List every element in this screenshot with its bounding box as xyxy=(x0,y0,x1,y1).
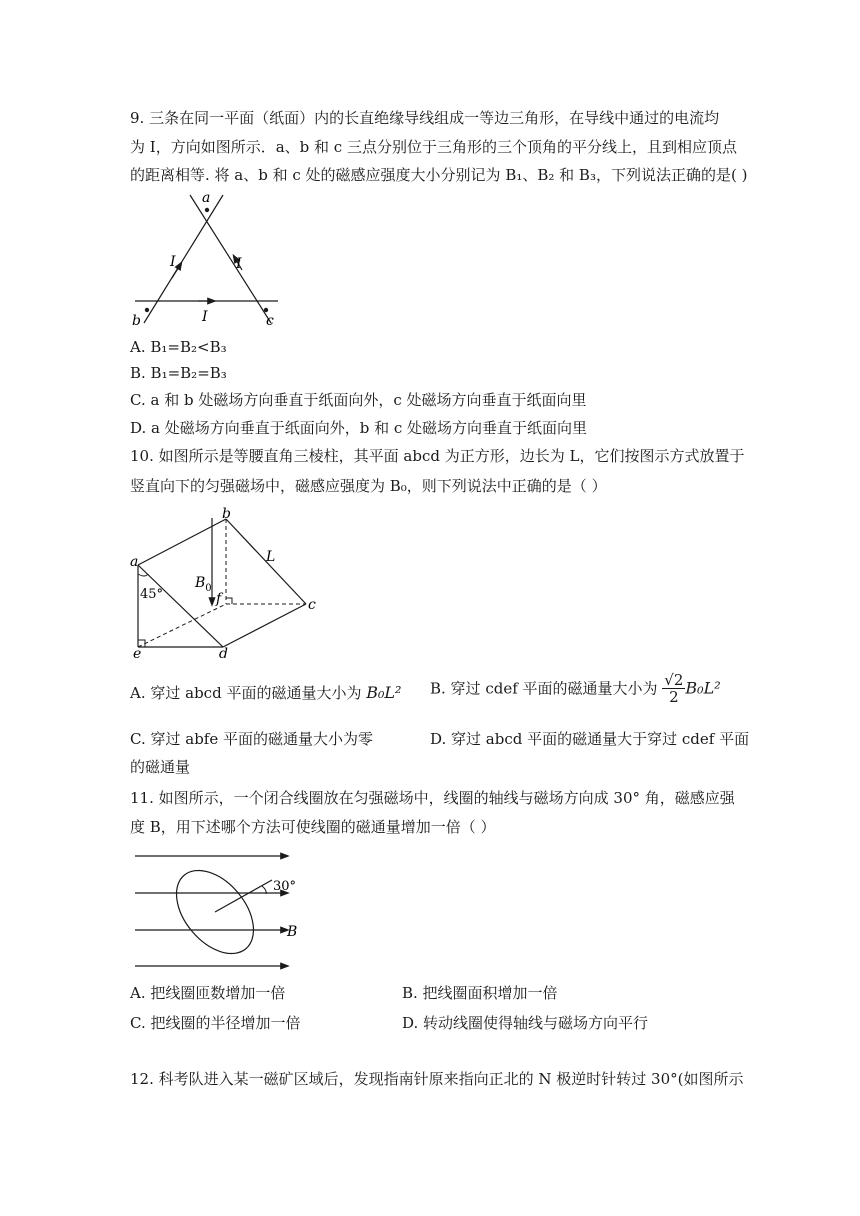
q10-label-f: f xyxy=(216,591,222,607)
q10-option-a xyxy=(130,683,401,703)
q10-option-b xyxy=(430,672,721,705)
q11-stem-line-2: 度 B，用下述哪个方法可使线圈的磁通量增加一倍（ ） xyxy=(130,818,496,836)
q11-option-d: D. 转动线圈使得轴线与磁场方向平行 xyxy=(402,1014,649,1032)
q10-label-l: L xyxy=(266,549,276,565)
q9-triangle-figure xyxy=(128,188,288,328)
q9-stem-line-2: 为 I，方向如图所示．a、b 和 c 三点分别位于三角形的三个顶角的平分线上，且到相应顶点 xyxy=(130,138,737,156)
q11-stem-line-1: 11. 如图所示，一个闭合线圈放在匀强磁场中，线圈的轴线与磁场方向成 30° 角，磁感应强 xyxy=(130,789,735,807)
q9-option-d: D. a 处磁场方向垂直于纸面向外，b 和 c 处磁场方向垂直于纸面向里 xyxy=(130,419,588,437)
q9-stem-line-1: 9. 三条在同一平面（纸面）内的长直绝缘导线组成一等边三角形，在导线中通过的电流均 xyxy=(130,109,720,127)
q10-prism-figure xyxy=(128,506,328,662)
q10-label-e: e xyxy=(133,646,142,662)
q9-option-b: B. B₁=B₂=B₃ xyxy=(130,364,227,382)
q9-label-b: b xyxy=(132,313,141,329)
q10-option-b-fraction-num: √2 xyxy=(664,671,684,689)
q12-stem-line-1: 12. 科考队进入某一磁矿区域后，发现指南针原来指向正北的 N 极逆时针转过 30°(如图所示 xyxy=(130,1070,744,1088)
q9-label-c: c xyxy=(266,313,274,329)
q10-option-b-fraction xyxy=(662,672,685,705)
q10-option-d-continued: 的磁通量 xyxy=(130,758,191,776)
q9-label-i-left: I xyxy=(170,254,176,270)
q10-option-b-fraction-den: 2 xyxy=(669,688,679,706)
q10-option-a-text: A. 穿过 abcd 平面的磁通量大小为 xyxy=(130,684,367,702)
q10-label-c: c xyxy=(308,597,316,613)
q9-stem-line-3: 的距离相等. 将 a、b 和 c 处的磁感应强度大小分别记为 B₁、B₂ 和 B₃，下列说法正确的是( ) xyxy=(130,166,748,184)
q10-label-angle: 45° xyxy=(140,587,164,602)
q11-label-angle: 30° xyxy=(273,879,297,894)
q10-label-b: b xyxy=(222,506,231,522)
q9-label-a: a xyxy=(202,190,211,206)
q11-option-c: C. 把线圈的半径增加一倍 xyxy=(130,1014,301,1032)
q10-option-b-formula: B₀L² xyxy=(685,678,721,698)
q9-option-a: A. B₁=B₂<B₃ xyxy=(130,338,227,356)
q10-stem-line-2: 竖直向下的匀强磁场中，磁感应强度为 B₀，则下列说法中正确的是（ ） xyxy=(130,477,607,495)
q9-label-i-right: I xyxy=(236,256,242,272)
q11-option-a: A. 把线圈匝数增加一倍 xyxy=(130,984,286,1002)
q10-label-b0: $B_0$ xyxy=(195,575,212,594)
q10-label-d: d xyxy=(219,646,228,662)
q10-option-d: D. 穿过 abcd 平面的磁通量大于穿过 cdef 平面 xyxy=(430,730,750,748)
q11-label-b: B xyxy=(287,924,298,940)
q11-option-b: B. 把线圈面积增加一倍 xyxy=(402,984,558,1002)
q10-option-c: C. 穿过 abfe 平面的磁通量大小为零 xyxy=(130,730,373,748)
q10-option-b-text: B. 穿过 cdef 平面的磁通量大小为 xyxy=(430,679,663,698)
q9-option-c: C. a 和 b 处磁场方向垂直于纸面向外，c 处磁场方向垂直于纸面向里 xyxy=(130,391,587,409)
q10-stem-line-1: 10. 如图所示是等腰直角三棱柱，其平面 abcd 为正方形，边长为 L，它们按图示方式放置于 xyxy=(130,447,745,465)
q10-label-a: a xyxy=(130,554,139,570)
q11-coil-figure xyxy=(130,846,310,976)
q10-option-a-formula: B₀L² xyxy=(366,683,402,702)
q9-label-i-bottom: I xyxy=(202,309,208,325)
